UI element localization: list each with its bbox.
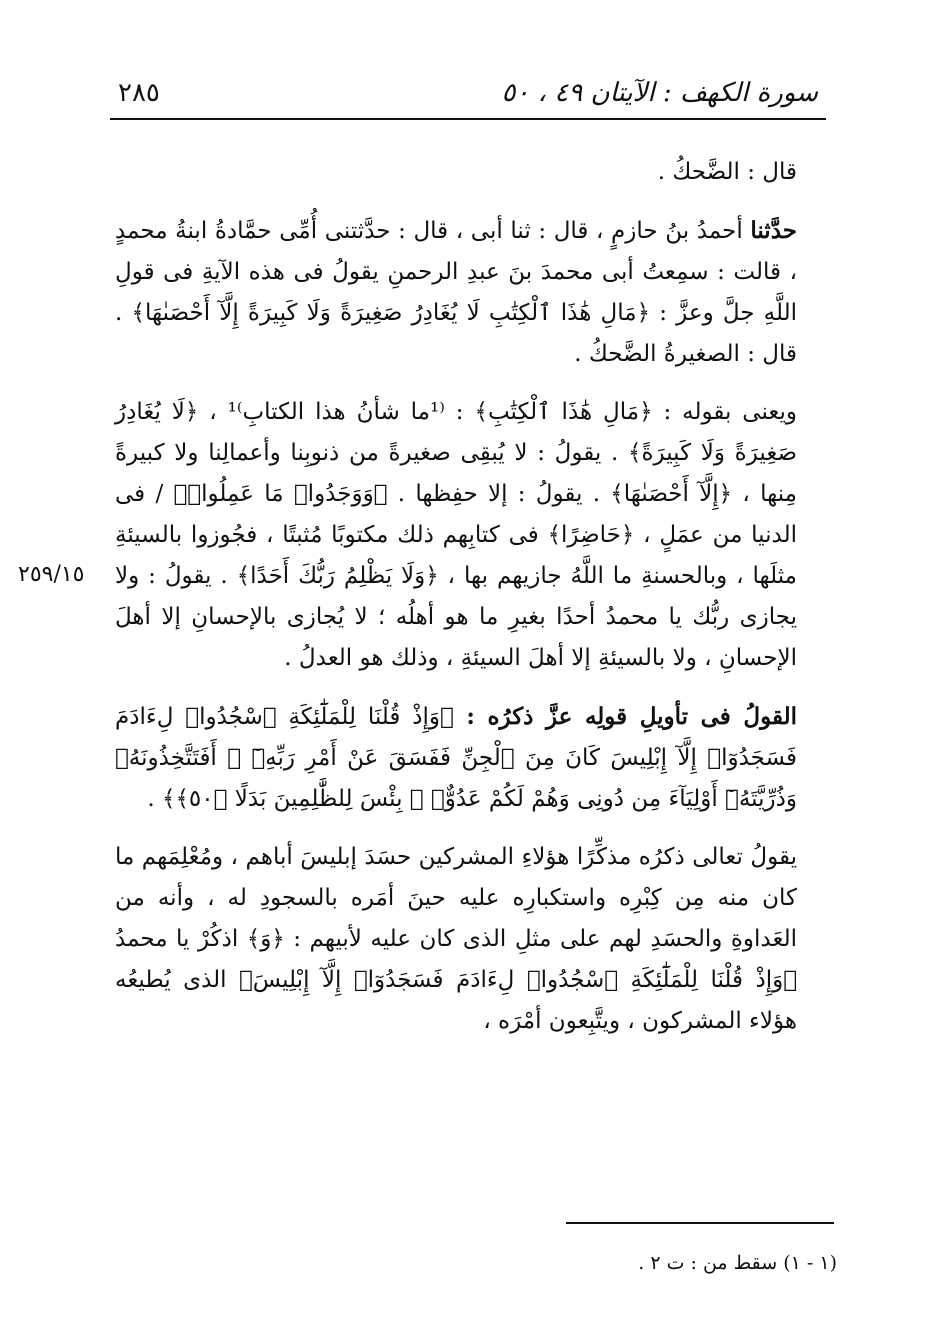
paragraph-4-text-b: .: [147, 786, 162, 812]
paragraph-5-quran-1: ﴿وَ﴾: [246, 926, 285, 952]
paragraph-4-quran: ﴿وَإِذْ قُلْنَا لِلْمَلَٰٓئِكَةِ ٱسْجُدُوا۟ لِءَادَمَ فَسَجَدُوٓا۟ إِلَّآ إِبْلِيسَ كَانَ مِنَ ٱلْجِنِّ فَفَسَقَ عَنْ أَمْرِ رَبِّهِۦٓ ۗ أَفَتَتَّخِذُونَهُۥ وَذُرِّيَّتَهُۥٓ أَوْلِيَآءَ مِن دُونِى وَهُمْ لَكُمْ عَدُوٌّۢ ۚ بِئْسَ لِلظَّٰلِمِينَ بَدَلًا ﴿٥٠﴾﴾: [115, 704, 797, 812]
paragraph-3-quran-4: ﴿وَوَجَدُوا۟ مَا عَمِلُوا۟﴾: [173, 481, 388, 507]
paragraph-5-text-c: الذى يُطيعُه هؤلاء المشركون ، ويتَّبِعون أمْرَه ،: [115, 967, 797, 1034]
page-header: [110, 72, 826, 116]
paragraph-2: [115, 210, 825, 375]
paragraph-3-text-a: ويعنى بقوله :: [652, 399, 798, 425]
paragraph-3-quran-2: ﴿لَا يُغَادِرُ صَغِيرَةً وَلَا كَبِيرَةً﴾: [115, 399, 797, 466]
paragraph-2-text-a: أحمدُ بنُ حازمٍ ، قال : ثنا أبى ، قال : حدَّثتنى أُمِّى حمَّادةُ ابنةُ محمدٍ ، قالت : سمِعتُ أبى محمدَ بنَ عبدِ الرحمنِ يقولُ فى هذه الآيةِ فى قولِ اللَّهِ جلَّ وعزَّ :: [115, 218, 798, 326]
running-title: سورة الكهف : الآيتان ٤٩ ، ٥٠: [501, 78, 818, 108]
paragraph-3-text-d: . يقولُ : إلا حفِظها .: [387, 481, 611, 507]
paragraph-3: [115, 392, 825, 679]
page-number: ٢٨٥: [118, 78, 160, 108]
paragraph-3-text-e: / فى الدنيا من عمَلٍ ،: [115, 481, 797, 548]
margin-reference: ٢٥٩/١٥: [18, 562, 85, 587]
paragraph-4: [115, 696, 825, 820]
paragraph-1: قال : الضَّحكُ .: [657, 159, 797, 185]
paragraph-4-heading: القولُ فى تأويلِ قولِه عزَّ ذكرُه :: [453, 703, 797, 730]
paragraph-3-quran-5: ﴿حَاضِرًا﴾: [547, 522, 635, 548]
paragraph-5: [115, 837, 825, 1042]
paragraph-5-quran-2: ﴿وَإِذْ قُلْنَا لِلْمَلَٰٓئِكَةِ ٱسْجُدُوا۟ لِءَادَمَ فَسَجَدُوٓا۟ إِلَّآ إِبْلِيسَ﴾: [238, 967, 798, 993]
paragraph-2-quran: ﴿مَالِ هَٰذَا ٱلْكِتَٰبِ لَا يُغَادِرُ صَغِيرَةً وَلَا كَبِيرَةً إِلَّآ أَحْصَىٰهَا﴾: [131, 300, 651, 326]
footnote-rule: [566, 1222, 834, 1224]
paragraph-3-text-f: فى كتابِهم ذلك مكتوبًا مُثبتًا ، فجُوزوا بالسيئةِ مثلَها ، وبالحسنةِ ما اللَّهُ جازيهم بها ،: [115, 522, 797, 589]
paragraph-3-quran-1: ﴿مَالِ هَٰذَا ٱلْكِتَٰبِ﴾: [474, 399, 653, 425]
footnote: (١ - ١) سقط من : ت ٢ .: [638, 1252, 837, 1274]
main-text: [115, 152, 825, 1042]
paragraph-2-lead: حدَّثنا: [750, 217, 797, 244]
paragraph-3-quran-3: ﴿إِلَّآ أَحْصَىٰهَا﴾: [610, 481, 733, 507]
paragraph-3-quran-6: ﴿وَلَا يَظْلِمُ رَبُّكَ أَحَدًا﴾: [236, 563, 439, 589]
paragraph-2-text-b: . قال : الصغيرةُ الضَّحكُ .: [115, 300, 797, 367]
paragraph-5-text-b: اذكُرْ يا محمدُ: [115, 926, 247, 952]
paragraph-5-text-a: يقولُ تعالى ذكرُه مذكِّرًا هؤلاءِ المشركين حسَدَ إبليسَ أباهم ، ومُعْلِمَهم ما كان منه مِن كِبْرِه واستكبارِه عليه حينَ أمَره بالسجودِ له ، وأنه من العَداوةِ والحسَدِ لهم على مثلِ الذى كان عليه لأبيهم :: [115, 844, 797, 952]
paragraph-3-text-c: . يقولُ : لا يُبقِى صغيرةً من ذنوبِنا وأعمالِنا ولا كبيرةً مِنها ،: [115, 440, 797, 507]
paragraph-3-text-b: : ⁽¹ما شأنُ هذا الكتابِ⁾¹ ،: [198, 399, 475, 425]
paragraph-3-text-g: . يقولُ : ولا يجازى ربُّك يا محمدُ أحدًا بغيرِ ما هو أهلُه ؛ لا يُجازى بالإحسانِ إلا أهلَ الإحسانِ ، ولا بالسيئةِ إلا أهلَ السيئةِ ، وذلك هو العدلُ .: [115, 563, 797, 671]
header-rule: [110, 118, 826, 120]
